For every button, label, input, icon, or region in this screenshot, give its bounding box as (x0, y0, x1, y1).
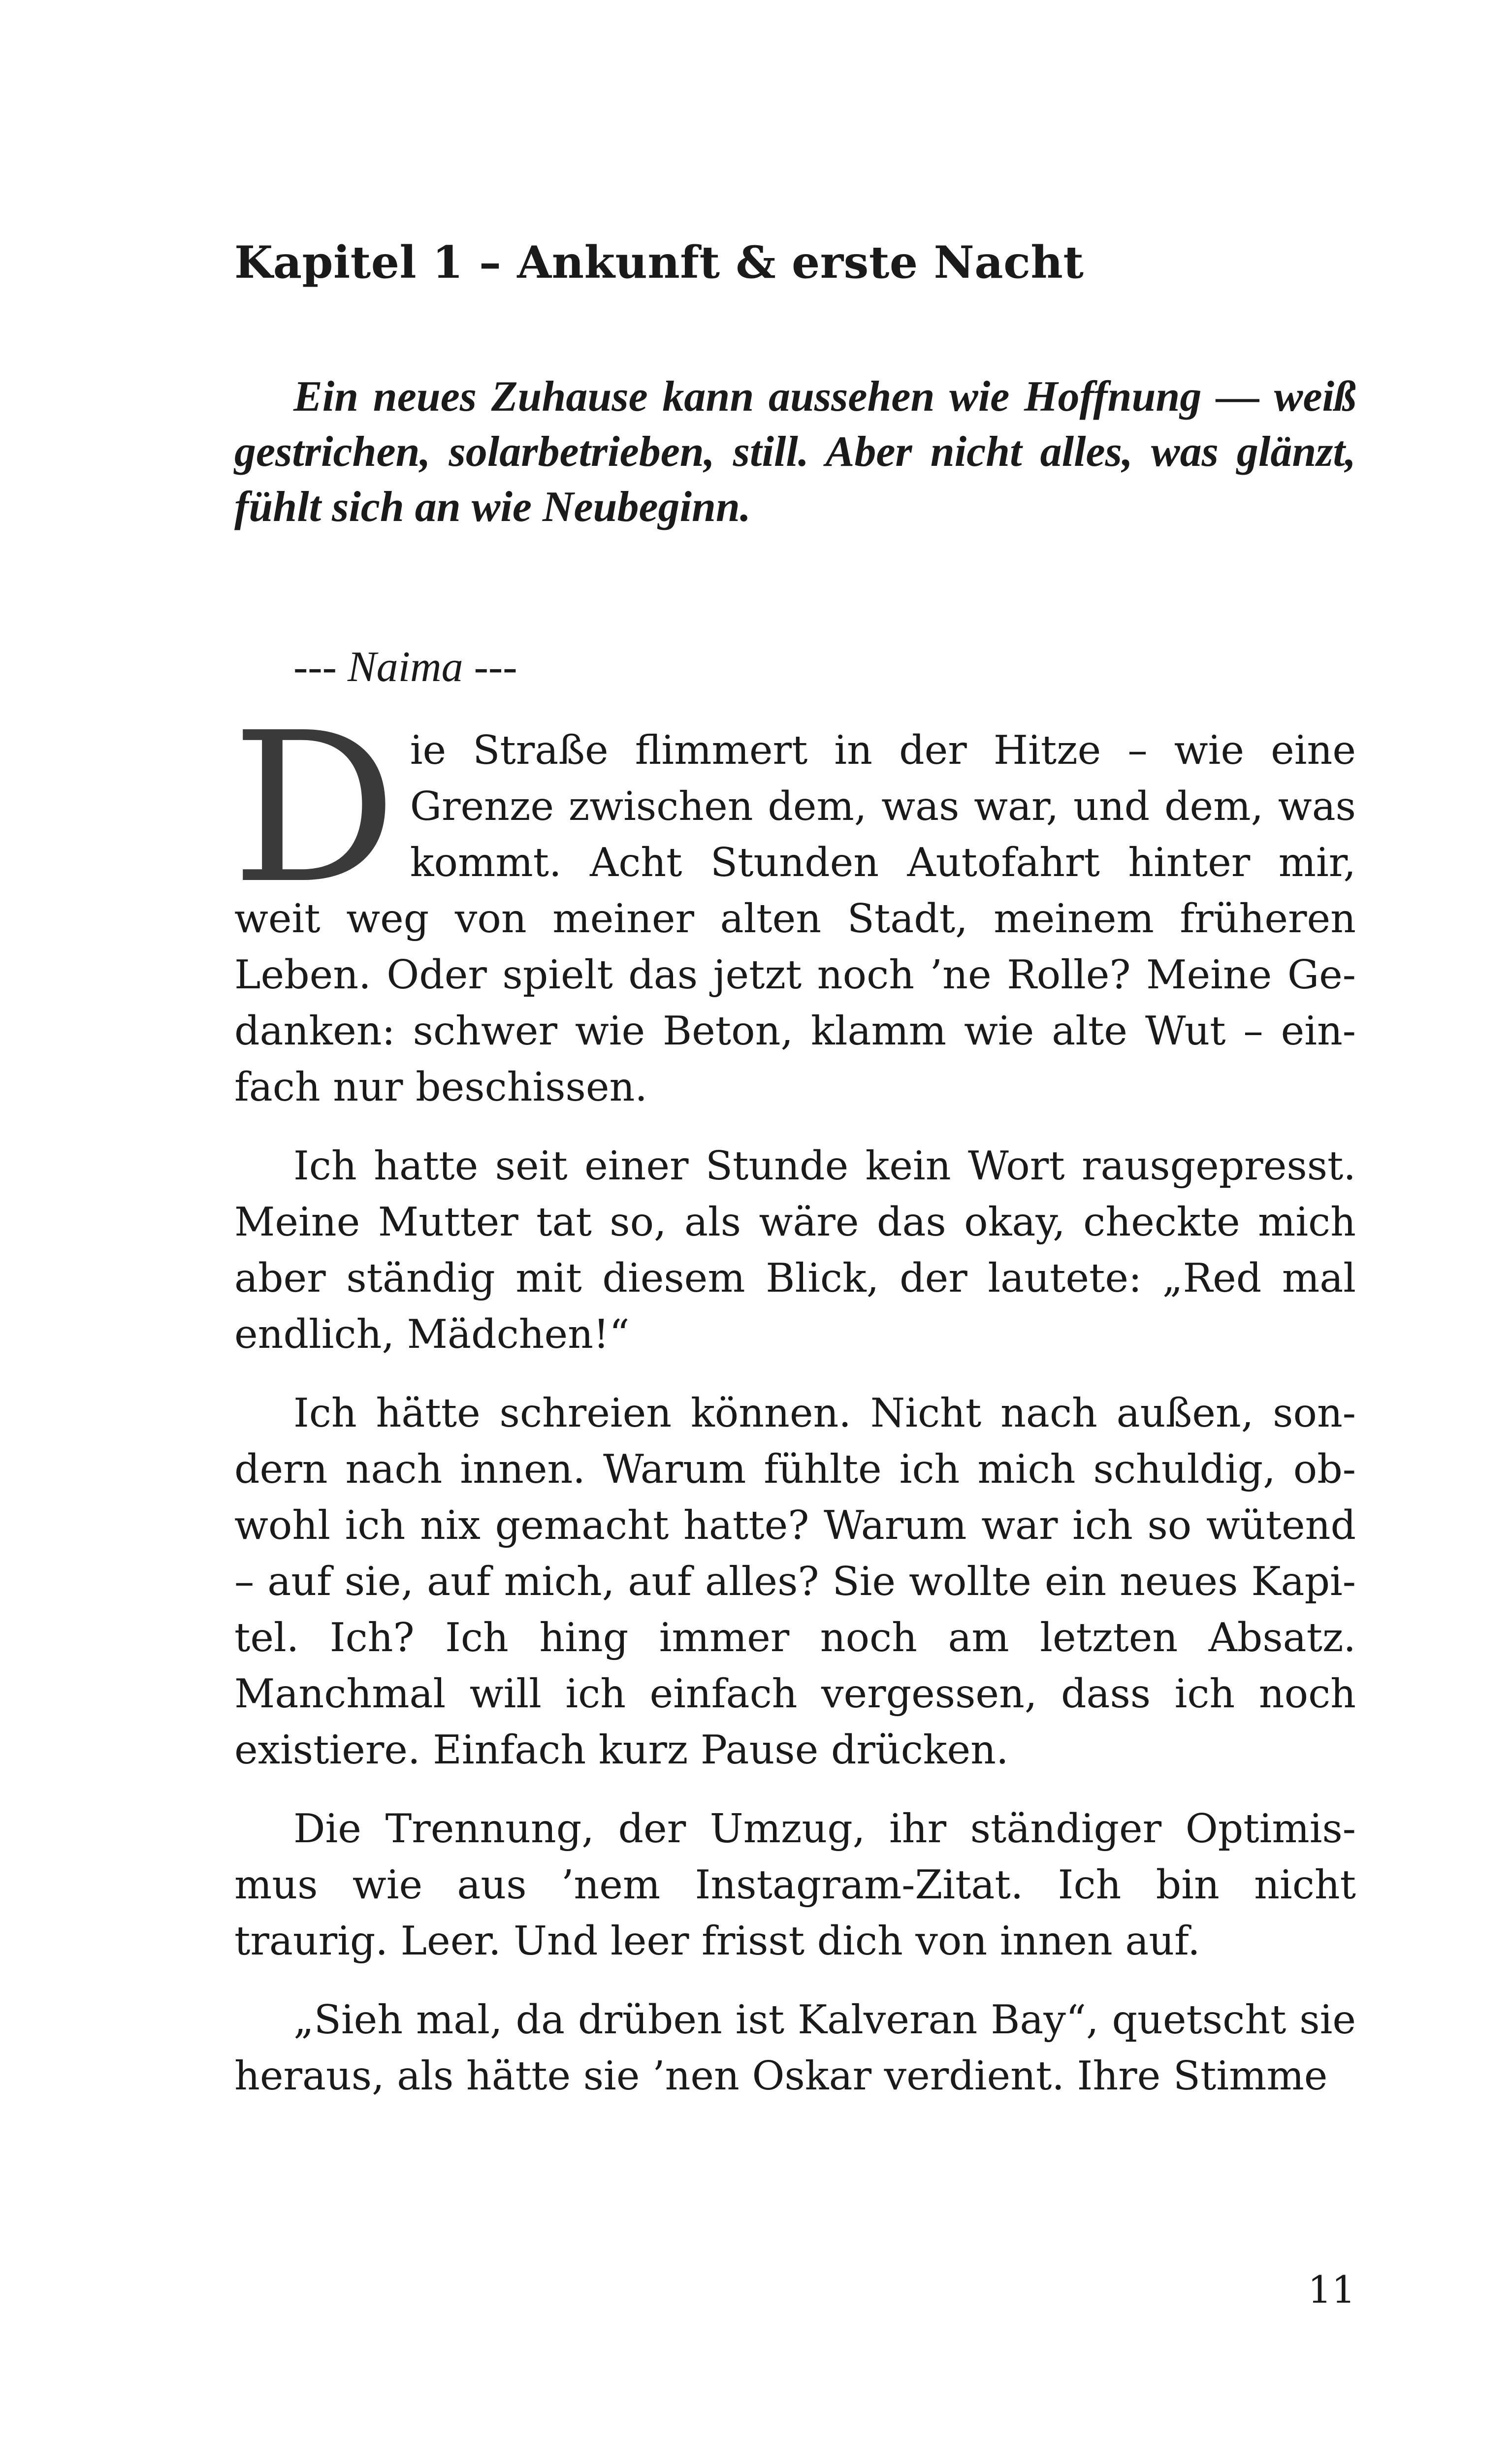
chapter-title: Kapitel 1 – Ankunft & erste Nacht (234, 236, 1084, 289)
drop-cap: D (231, 688, 397, 929)
paragraph-3: Ich hätte schreien können. Nicht nach außen, sondern nach innen. Warum fühlte ich mich schuldig, obwohl ich nix gemacht hatte? Warum war ich so wütend – auf sie, auf mich, auf alles? Sie wollte ein neues Kapitel. Ich? Ich hing immer noch am letzten Absatz. Manchmal will ich einfach vergessen, dass ich noch existiere. Einfach kurz Pause drücken. (234, 1390, 1356, 1773)
paragraph-2: Ich hatte seit einer Stunde kein Wort rausgepresst. Meine Mutter tat so, als wäre das okay, checkte mich aber ständig mit diesem Blick, der lautete: „Red mal endlich, Mädchen!“ (234, 1142, 1356, 1357)
narrator-label: --- Naima --- (293, 643, 517, 691)
chapter-epigraph: Ein neues Zuhause kann aussehen wie Hoffnung — weiß gestrichen, solarbetrieben, still. Aber nicht alles, was glänzt, fühlt sich an wie Neubeginn. (234, 373, 1356, 531)
paragraph-1 (231, 688, 1356, 1115)
body-text (231, 688, 1356, 2126)
paragraph-4: Die Trennung, der Umzug, ihr ständiger Optimismus wie aus ’nem Instagram-Zitat. Ich bin nicht traurig. Leer. Und leer frisst dich von innen auf. (234, 1805, 1356, 1964)
page-number: 11 (1308, 2268, 1355, 2312)
paragraph-1-text: ie Straße flimmert in der Hitze – wie eine Grenze zwischen dem, was war, und dem, was kommt. Acht Stunden Autofahrt hinter mir, weit weg von meiner alten Stadt, meinem früheren Leben. Oder spielt das jetzt noch ’ne Rolle? Meine Gedanken: schwer wie Beton, klamm wie alte Wut – einfach nur beschissen. (234, 727, 1356, 1110)
paragraph-5: „Sieh mal, da drüben ist Kalveran Bay“, quetscht sie heraus, als hätte sie ’nen Oskar verdient. Ihre Stimme (234, 1996, 1356, 2099)
